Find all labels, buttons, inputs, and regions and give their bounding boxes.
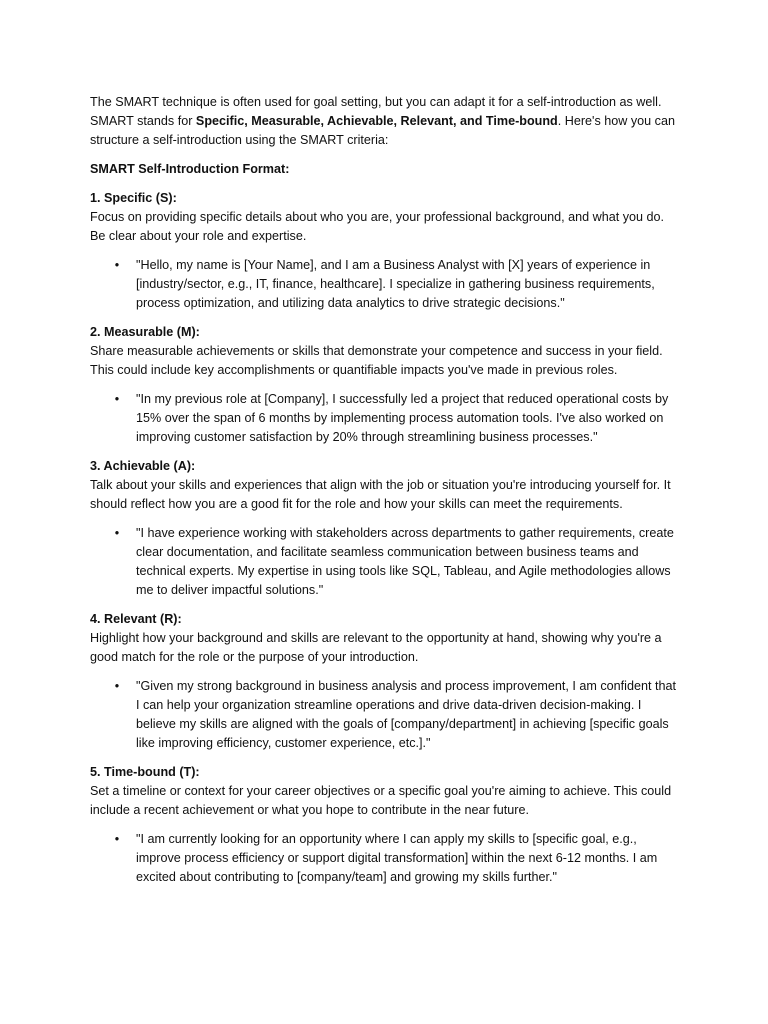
intro-bold-text: Specific, Measurable, Achievable, Relevant, and Time-bound [195,114,558,128]
section-title: 4. Relevant (R): [90,612,182,626]
section-description: Highlight how your background and skills are relevant to the opportunity at hand, showing why you're a good match for the role or the purpose of your introduction. [90,631,662,664]
bullet-icon: • [114,258,120,272]
section-time-bound [90,763,682,887]
example-text: "I have experience working with stakeholders across departments to gather requirements, create clear documentation, and facilitate seamless communication between business teams and technical experts. My expertise in using tools like SQL, Tableau, and Agile methodologies allows me to deliver impactful solutions." [136,526,674,597]
section-description: Share measurable achievements or skills that demonstrate your competence and success in your field. This could include key accomplishments or quantifiable impacts you've made in previous roles. [90,344,663,377]
bullet-icon: • [114,679,120,693]
list-item [90,390,682,447]
example-list [90,390,682,447]
section-title: 2. Measurable (M): [90,325,200,339]
example-list [90,677,682,753]
example-text: "I am currently looking for an opportunity where I can apply my skills to [specific goal, e.g., improve process efficiency or support digital transformation] within the next 6-12 months. I am excited about contributing to [company/team] and growing my skills further." [136,832,658,884]
section-title: 1. Specific (S): [90,191,177,205]
example-text: "Given my strong background in business analysis and process improvement, I am confident that I can help your organization streamline operations and drive data-driven decision-making. I believe my skills are aligned with the goals of [company/department] in achieving [specific goals like improving efficiency, customer experience, etc.]." [136,679,676,750]
section-title: 3. Achievable (A): [90,459,196,473]
example-list [90,830,682,887]
list-item [90,677,682,753]
bullet-icon: • [114,832,120,846]
list-item [90,830,682,887]
list-item [90,256,682,313]
intro-text-start: The SMART technique is often used for goal setting, but you can adapt it for a self-introduction as well. SMART stands for [90,95,662,128]
intro-text-end: . Here's how you can structure a self-introduction using the SMART criteria: [90,114,675,147]
intro-paragraph [90,93,682,150]
section-title: 5. Time-bound (T): [90,765,200,779]
section-description: Focus on providing specific details about who you are, your professional background, and what you do. Be clear about your role and expertise. [90,210,665,243]
section-measurable [90,323,682,447]
example-list [90,524,682,600]
section-description: Talk about your skills and experiences that align with the job or situation you're introducing yourself for. It should reflect how you are a good fit for the role and how your skills can meet the requirements. [90,478,671,511]
section-specific [90,189,682,313]
example-text: "In my previous role at [Company], I successfully led a project that reduced operational costs by 15% over the span of 6 months by implementing process automation tools. I've also worked on improving customer satisfaction by 20% through streamlining business processes." [136,392,669,444]
example-list [90,256,682,313]
section-description: Set a timeline or context for your career objectives or a specific goal you're aiming to achieve. This could include a recent achievement or what you hope to contribute in the near future. [90,784,672,817]
section-relevant [90,610,682,753]
list-item [90,524,682,600]
format-heading: SMART Self-Introduction Format: [90,162,290,176]
section-achievable [90,457,682,600]
bullet-icon: • [114,526,120,540]
bullet-icon: • [114,392,120,406]
example-text: "Hello, my name is [Your Name], and I am a Business Analyst with [X] years of experience in [industry/sector, e.g., IT, finance, healthcare]. I specialize in gathering business requirements, process optimization, and utilizing data analytics to drive strategic decisions." [136,258,655,310]
